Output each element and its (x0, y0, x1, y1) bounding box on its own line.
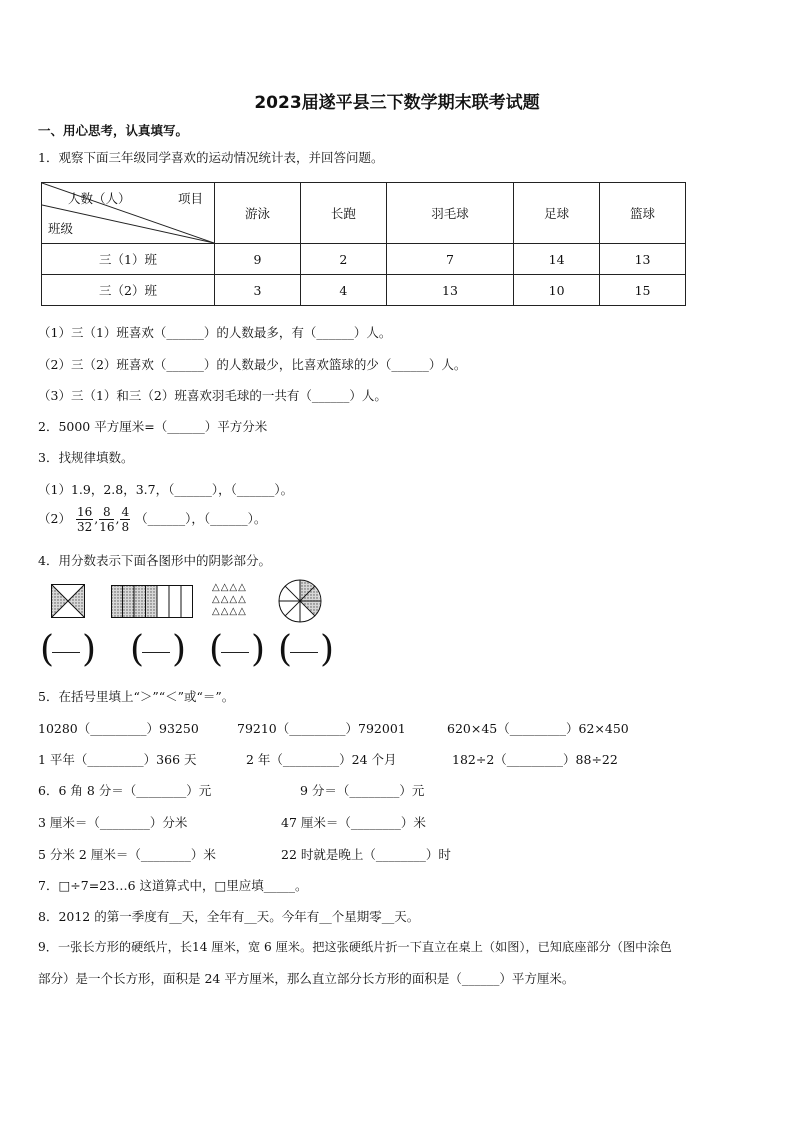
triangle-icon: △ (212, 606, 221, 617)
fraction-numerator: 4 (121, 505, 130, 519)
compare-item: 2 年（_________）24 个月 (246, 752, 397, 767)
section-heading: 一、用心思考，认真填写。 (38, 123, 189, 138)
column-header: 足球 (514, 183, 600, 244)
table-header-row (42, 183, 686, 244)
fraction-denominator: 16 (99, 520, 115, 534)
triangle-icon: △ (220, 594, 230, 605)
fraction-numerator: 8 (99, 505, 114, 520)
question-7: 7．□÷7=23…6 这道算式中，□里应填_____。 (38, 878, 308, 893)
answer-blanks: （______），（______）。 (135, 511, 267, 526)
conversion-item: 22 时就是晚上（________）时 (281, 847, 451, 862)
question-3-sub-2: （2） $\frac{16}{32}$ , $\frac{8}{16}$ , $\frac{4}{8}$ （______），（______）。 (38, 505, 267, 534)
question-3-sub-1: （1）1.9，2.8，3.7，（______），（______）。 (38, 482, 294, 497)
question-1-sub-1: （1）三（1）班喜欢（______）的人数最多，有（______）人。 (38, 325, 392, 340)
fraction (120, 505, 130, 534)
triangle-group-figure (212, 582, 254, 618)
column-header: 羽毛球 (386, 183, 513, 244)
fraction-bar (221, 652, 249, 653)
compare-item: 620×45（_________）62×450 (447, 721, 629, 736)
question-1-sub-3: （3）三（1）和三（2）班喜欢羽毛球的一共有（______）人。 (38, 388, 387, 403)
fraction-denominator: 32 (76, 520, 93, 534)
shaded-circle-figure (277, 579, 323, 623)
row-class-label: 三（1）班 (42, 244, 215, 275)
corner-label-class: 班级 (48, 221, 74, 236)
question-8: 8．2012 的第一季度有__天，全年有__天。今年有__个星期零__天。 (38, 909, 420, 924)
corner-label-item: 项目 (178, 191, 204, 206)
triangle-icon: △ (229, 582, 239, 593)
compare-item: 182÷2（_________）88÷22 (452, 752, 618, 767)
compare-item: 10280（_________）93250 (38, 721, 199, 736)
fraction-bar (290, 652, 318, 653)
conversion-item: 47 厘米＝（________）米 (281, 815, 426, 830)
row-class-label: 三（2）班 (42, 275, 215, 306)
table-cell: 10 (514, 275, 600, 306)
fraction-bar (52, 652, 80, 653)
sub-label: （2） (38, 511, 71, 526)
left-paren-icon: ( (278, 629, 293, 670)
triangle-icon: △ (229, 606, 239, 617)
conversion-item: 9 分＝（________）元 (300, 783, 425, 798)
triangle-row (212, 582, 254, 594)
table-cell: 13 (386, 275, 513, 306)
shaded-strips-figure (111, 585, 193, 618)
column-header: 篮球 (600, 183, 686, 244)
right-paren-icon: ) (251, 629, 266, 670)
triangle-icon: △ (212, 594, 221, 605)
right-paren-icon: ) (82, 629, 97, 670)
table-row (42, 275, 686, 306)
fraction-denominator: 8 (121, 520, 130, 534)
table-cell: 7 (386, 244, 513, 275)
page-title: 2023届遂平县三下数学期末联考试题 (254, 93, 540, 113)
question-9-line-2: 部分）是一个长方形，面积是 24 平方厘米，那么直立部分长方形的面积是（______）平方厘米。 (38, 971, 575, 986)
left-paren-icon: ( (209, 629, 224, 670)
question-1-sub-2: （2）三（2）班喜欢（______）的人数最少，比喜欢篮球的少（______）人。 (38, 357, 467, 372)
column-header: 游泳 (215, 183, 301, 244)
triangle-icon: △ (238, 594, 247, 605)
right-paren-icon: ) (172, 629, 187, 670)
triangle-icon: △ (238, 582, 247, 593)
question-3-stem: 3．找规律填数。 (38, 450, 134, 465)
table-corner-cell (42, 183, 215, 244)
conversion-item: 6．6 角 8 分＝（________）元 (38, 783, 212, 798)
triangle-icon: △ (238, 606, 247, 617)
triangle-row (212, 594, 254, 606)
shaded-square-figure (51, 584, 85, 618)
table-cell: 2 (300, 244, 386, 275)
triangle-icon: △ (229, 594, 239, 605)
column-header: 长跑 (300, 183, 386, 244)
table-cell: 13 (600, 244, 686, 275)
question-2: 2．5000 平方厘米=（______）平方分米 (38, 419, 268, 434)
table-cell: 14 (514, 244, 600, 275)
triangle-icon: △ (220, 582, 230, 593)
left-paren-icon: ( (130, 629, 145, 670)
question-9-line-1: 9．一张长方形的硬纸片，长14 厘米，宽 6 厘米。把这张硬纸片折一下直立在桌上（如图），已知底座部分（图中涂色 (38, 940, 672, 954)
left-paren-icon: ( (40, 629, 55, 670)
table-cell: 3 (215, 275, 301, 306)
conversion-item: 5 分米 2 厘米＝（________）米 (38, 847, 216, 862)
table-cell: 4 (300, 275, 386, 306)
right-paren-icon: ) (320, 629, 335, 670)
compare-item: 1 平年（_________）366 天 (38, 752, 197, 767)
table-cell: 9 (215, 244, 301, 275)
question-5-stem: 5．在括号里填上“＞”“＜”或“＝”。 (38, 689, 235, 704)
triangle-row (212, 606, 254, 618)
fraction (76, 505, 93, 534)
table-row (42, 244, 686, 275)
triangle-icon: △ (212, 582, 221, 593)
fraction (99, 505, 114, 534)
question-4-stem: 4．用分数表示下面各图形中的阴影部分。 (38, 553, 271, 568)
conversion-item: 3 厘米＝（________）分米 (38, 815, 188, 830)
corner-label-people: 人数（人） (68, 191, 131, 206)
fraction-numerator: 16 (76, 505, 93, 519)
question-1-stem: 1．观察下面三年级同学喜欢的运动情况统计表，并回答问题。 (38, 150, 384, 165)
fraction-bar (142, 652, 170, 653)
sports-stats-table (41, 182, 686, 306)
compare-item: 79210（_________）792001 (237, 721, 406, 736)
table-cell: 15 (600, 275, 686, 306)
triangle-icon: △ (220, 606, 230, 617)
